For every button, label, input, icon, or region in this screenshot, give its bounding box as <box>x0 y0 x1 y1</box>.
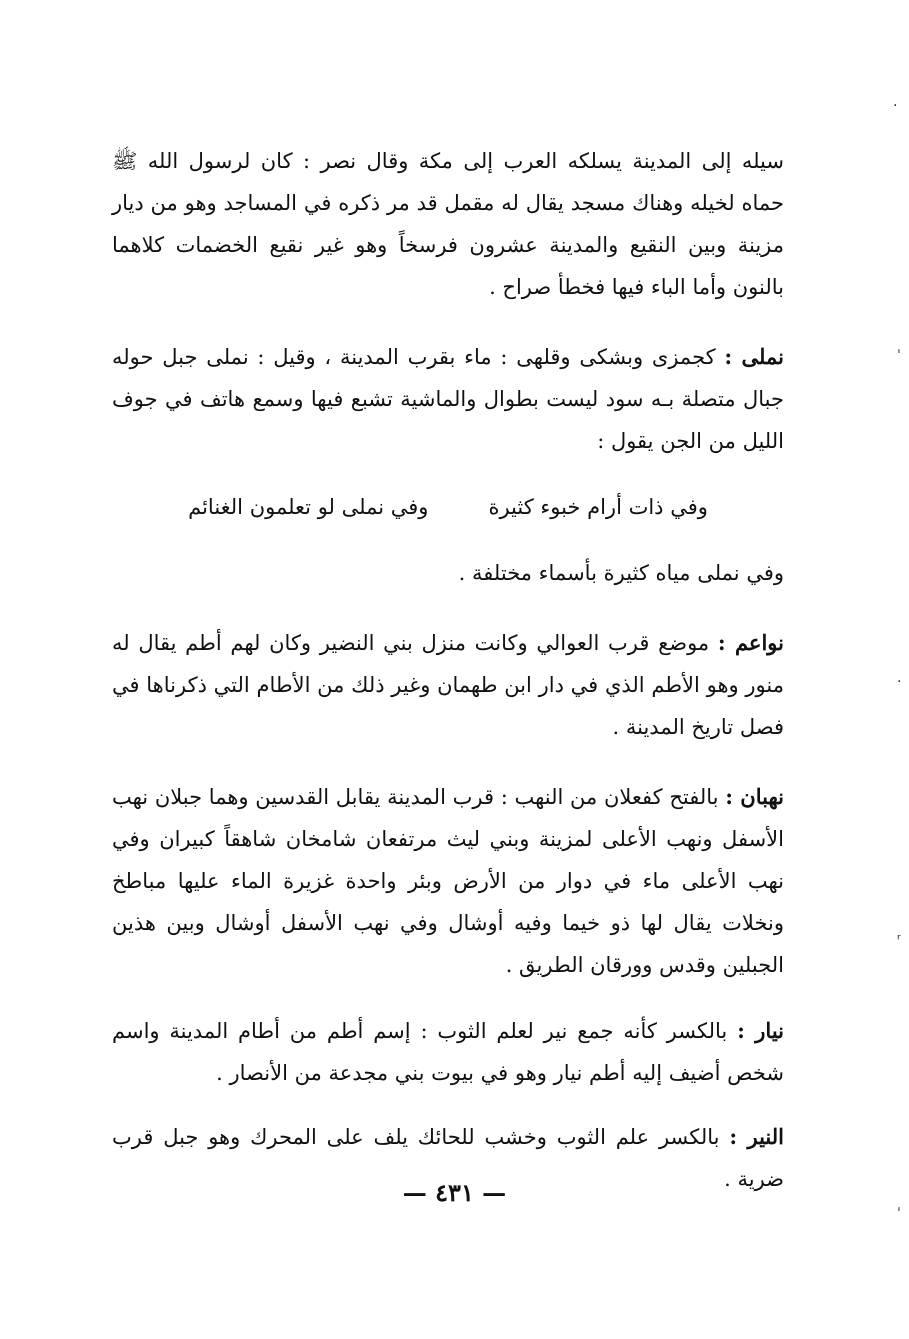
entry-term: نهبان : <box>725 784 784 809</box>
entry-text: كجمزى وبشكى وقلهى : ماء بقرب المدينة ، وقيل : نملى جبل حوله جبال متصلة بـه سود ليست بطوال والماشية تشبع فيها وسمع هاتف في جوف الليل من الجن يقول : <box>112 345 784 453</box>
entry-text: موضع قرب العوالي وكانت منزل بني النضير وكان لهم أطم يقال له منور وهو الأطم الذي في دار ابن طهمان وغير ذلك من الأطام التي ذكرناها في فصل تاريخ المدينة . <box>112 631 784 739</box>
paragraph-gap <box>112 748 784 776</box>
entry-namla <box>112 336 784 462</box>
poem-verse <box>112 486 784 528</box>
verse-second-hemistich: وفي نملى لو تعلمون الغنائم <box>188 495 429 519</box>
paragraph-gap <box>112 308 784 336</box>
entry-text: بالكسر كأنه جمع نير لعلم الثوب : إسم أطم من أطام المدينة واسم شخص أضيف إليه أطم نيار وهو في بيوت بني مجدعة من الأنصار . <box>112 1019 784 1085</box>
entry-term: نيار : <box>737 1018 784 1043</box>
verse-first-hemistich: وفي ذات أرام خبوء كثيرة <box>488 495 708 519</box>
paragraph-namla-note <box>112 552 784 594</box>
entry-nahban <box>112 776 784 986</box>
entry-term: النير : <box>729 1124 784 1149</box>
entry-term: نواعم : <box>717 630 784 655</box>
paragraph-gap <box>112 986 784 1010</box>
page-number: — ٤٣١ — <box>402 1178 507 1207</box>
entry-text: بالفتح كفعلان من النهب : قرب المدينة يقابل القدسين وهما جبلان نهب الأسفل ونهب الأعلى لمزينة وبني ليث مرتفعان شامخان شاهقاً كبيران وفي نهب الأعلى ماء في دوار من الأرض وبئر واحدة غزيرة الماء عليها مباطخ ونخلات يقال لها ذو خيما وفيه أوشال وفي نهب الأسفل أوشال وبين هذين الجبلين وقدس وورقان الطريق . <box>112 785 784 977</box>
paragraph-gap <box>112 1094 784 1116</box>
paragraph-text: وفي نملى مياه كثيرة بأسماء مختلفة . <box>458 561 784 585</box>
scan-speck: · <box>897 674 902 690</box>
paragraph-text: سيله إلى المدينة يسلكه العرب إلى مكة وقال نصر : كان لرسول الله ﷺ حماه لخيله وهناك مسجد يقال له مقمل قد مر ذكره في المساجد وهو من ديار مزينة وبين النقيع والمدينة عشرون فرسخاً وهو غير نقيع الخضمات كلاهما بالنون وأما الباء فيها فخطأ صراح . <box>112 149 784 299</box>
entry-text: بالكسر علم الثوب وخشب للحائك يلف على المحرك وهو جبل قرب ضرية . <box>112 1125 784 1191</box>
entry-term: نملى : <box>724 344 784 369</box>
page-body <box>112 140 784 1200</box>
paragraph-gap <box>112 594 784 622</box>
paragraph-continuation <box>112 140 784 308</box>
scan-speck: ʳ <box>897 932 901 948</box>
entry-nawaim <box>112 622 784 748</box>
scan-speck: ˈ <box>897 348 901 364</box>
entry-niyar <box>112 1010 784 1094</box>
scan-speck: ˈ <box>897 1206 901 1222</box>
scan-speck: · <box>893 98 898 114</box>
